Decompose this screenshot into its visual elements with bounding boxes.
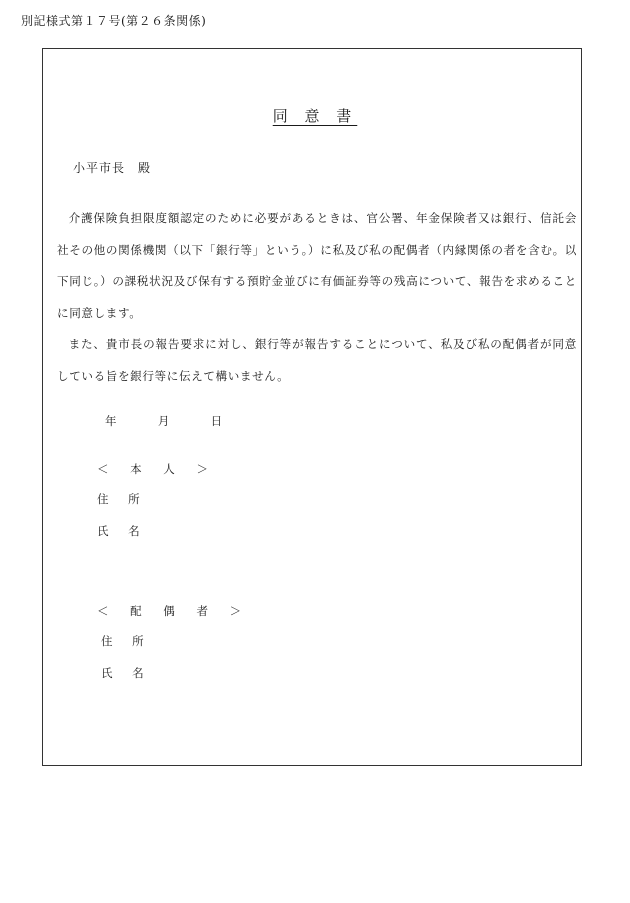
spouse-address-row: [97, 633, 462, 649]
spouse-name-label: 氏 名: [101, 666, 152, 680]
applicant-address-label: 住 所: [97, 492, 148, 506]
spouse-address-field[interactable]: [162, 635, 462, 649]
spouse-name-field[interactable]: [162, 667, 462, 681]
form-number: 別記様式第１７号(第２６条関係): [21, 14, 207, 28]
applicant-address-field[interactable]: [158, 493, 458, 507]
document-title: [43, 105, 581, 126]
date-day-label: 日: [210, 414, 223, 428]
consent-paragraph-1: 介護保険負担限度額認定のために必要があるときは、官公署、年金保険者又は銀行、信託会社その他の関係機関（以下「銀行等」という。）に私及び私の配偶者（内縁関係の者を含む。以下同じ。）の課税状況及び保有する預貯金並びに有価証券等の残高について、報告を求めることに同意します。: [57, 211, 577, 320]
applicant-name-row: [97, 523, 458, 539]
applicant-address-row: [97, 491, 458, 507]
consent-body: [57, 203, 577, 393]
consent-paragraph-2: また、貴市長の報告要求に対し、銀行等が報告することについて、私及び私の配偶者が同意している旨を銀行等に伝えて構いません。: [57, 337, 577, 383]
spouse-address-label: 住 所: [101, 634, 152, 648]
date-month-label: 月: [157, 414, 170, 428]
spouse-name-row: [97, 665, 462, 681]
applicant-heading: ＜ 本 人 ＞: [97, 462, 217, 476]
addressee: 小平市長 殿: [73, 161, 152, 175]
spouse-heading: ＜ 配 偶 者 ＞: [97, 604, 251, 618]
date-year-label: 年: [105, 414, 117, 428]
applicant-name-field[interactable]: [158, 525, 458, 539]
applicant-section: [97, 461, 458, 555]
spouse-section: [97, 603, 462, 697]
date-line: [105, 413, 222, 429]
applicant-name-label: 氏 名: [97, 524, 148, 538]
form-frame: [42, 48, 582, 766]
document-title-text: 同 意 書: [272, 107, 358, 125]
